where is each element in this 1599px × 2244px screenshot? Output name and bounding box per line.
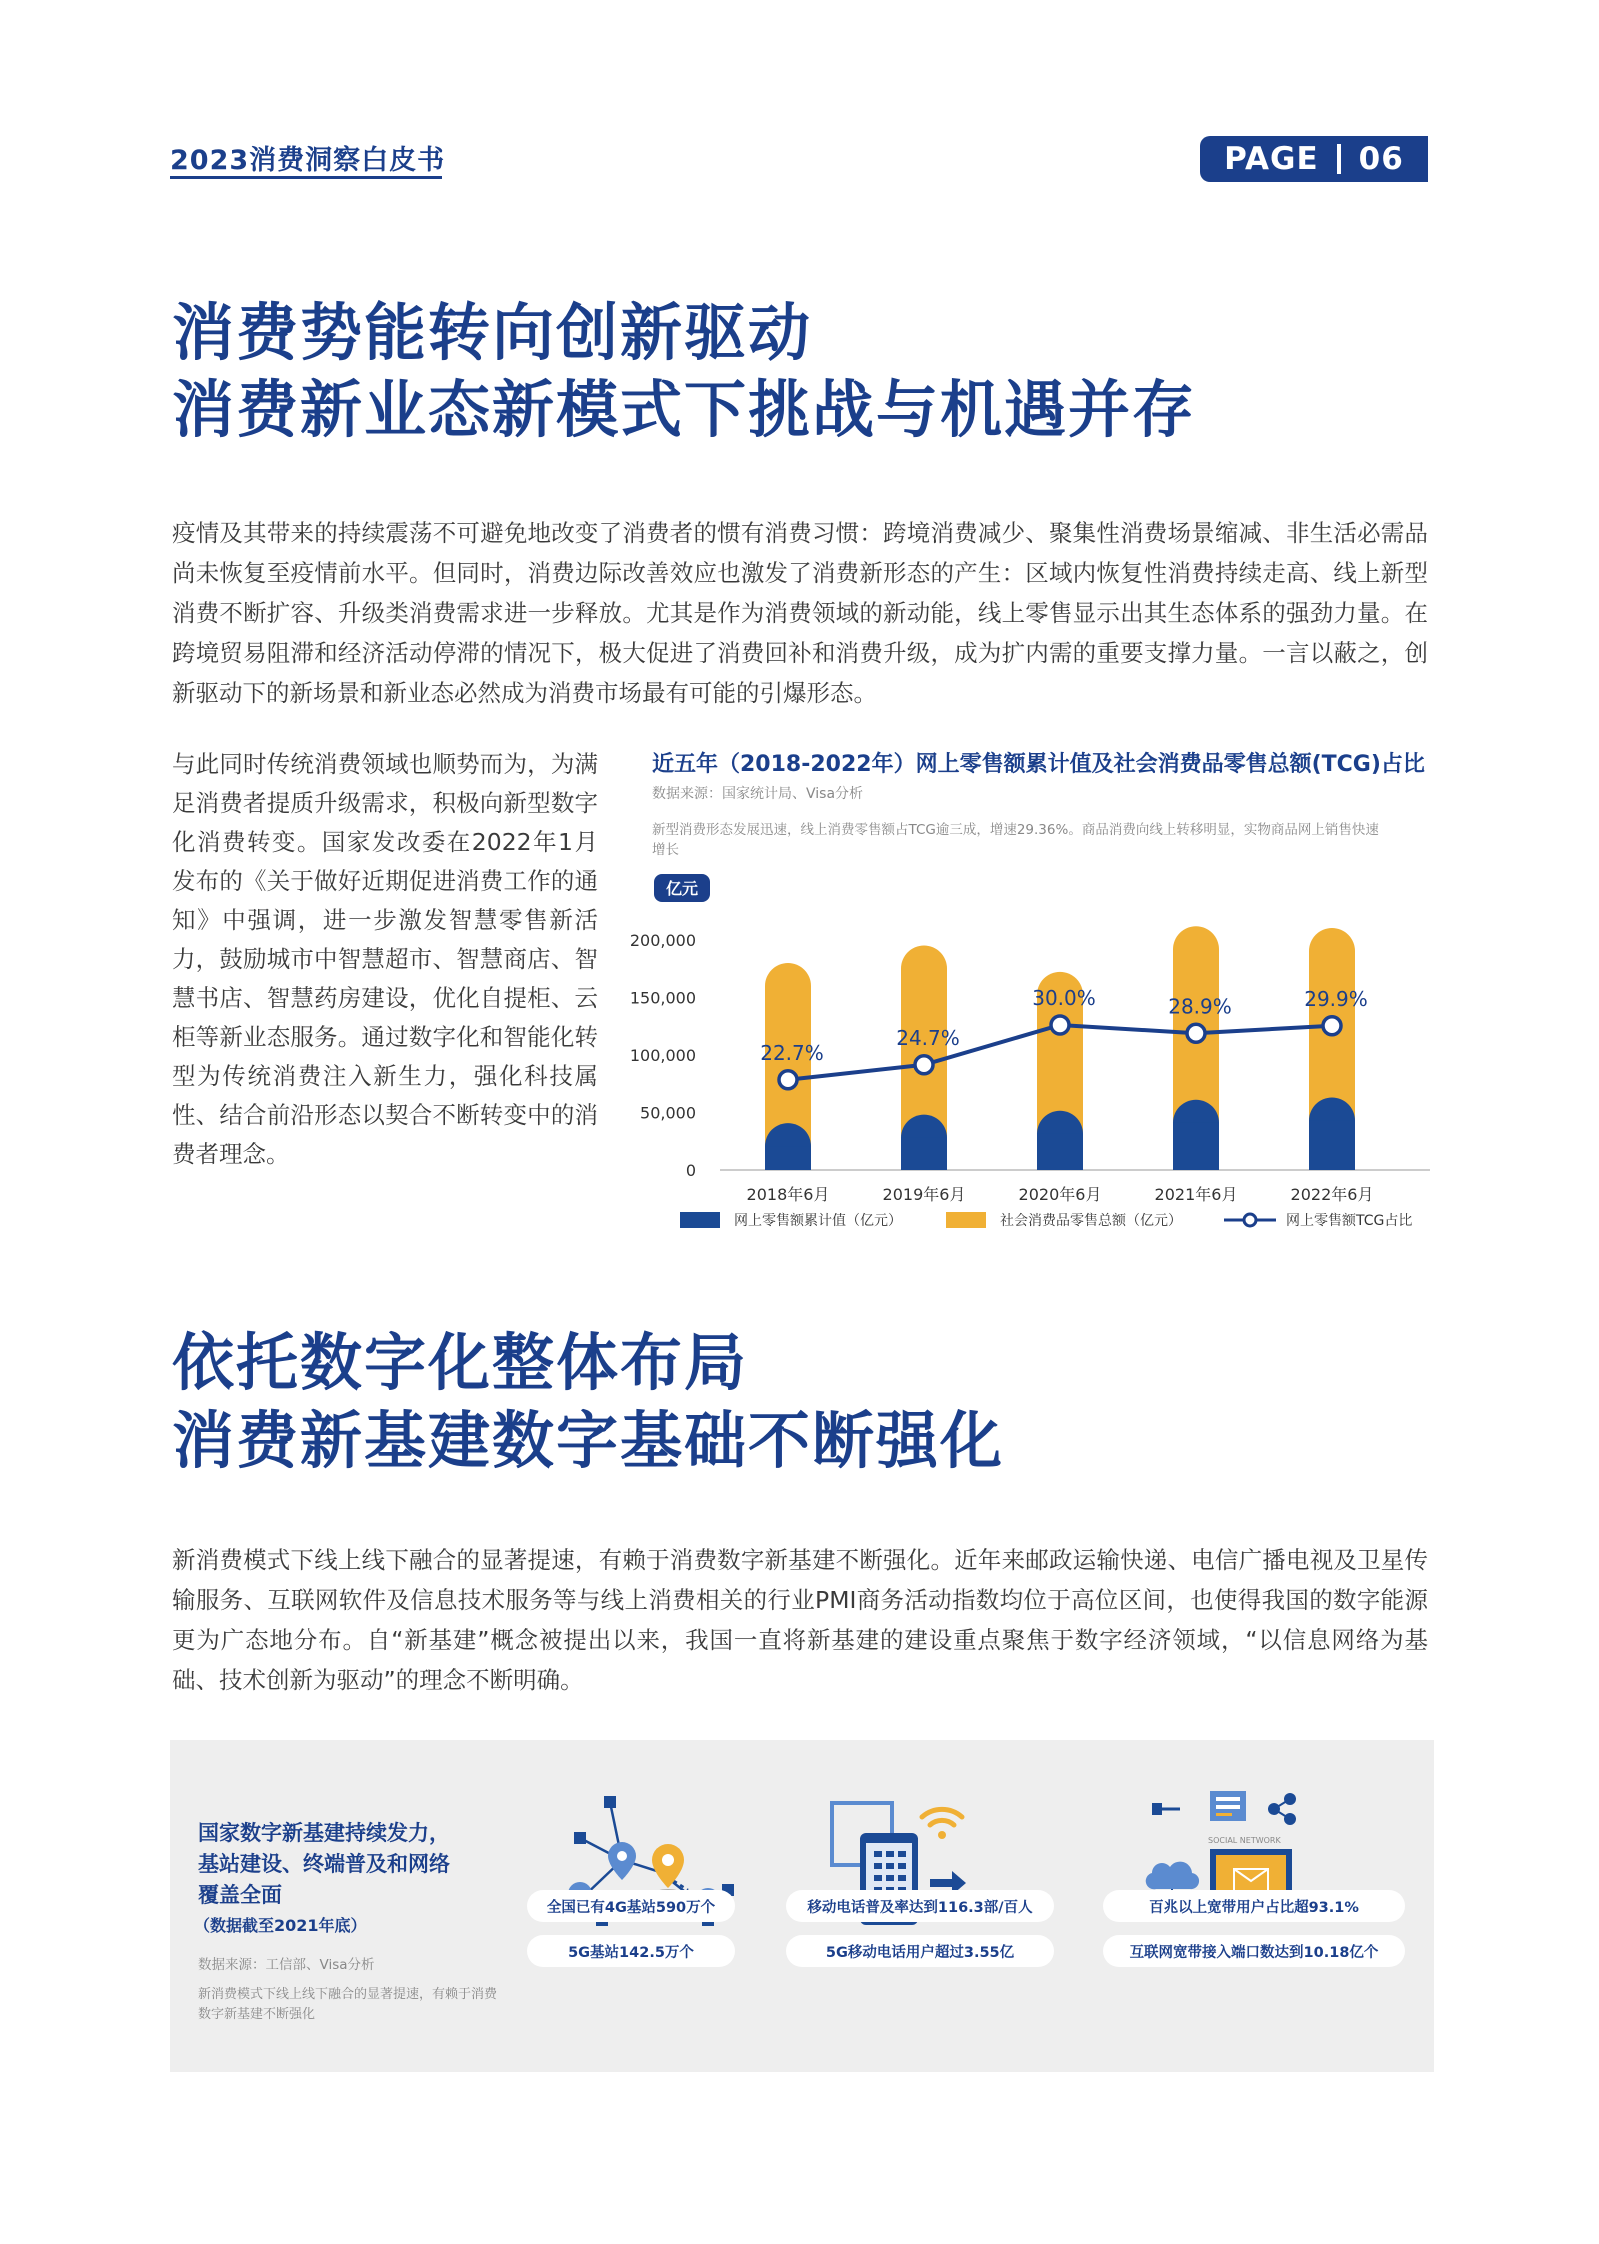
- panel-title-line2: 基站建设、终端普及和网络: [198, 1852, 450, 1876]
- stat-pill-5g-users: 5G移动电话用户超过3.55亿: [786, 1935, 1054, 1967]
- bar-online-base: [765, 1146, 811, 1170]
- stat-pill-broadband-share: 百兆以上宽带用户占比超93.1%: [1103, 1890, 1405, 1922]
- y-tick-label: 50,000: [640, 1103, 696, 1123]
- ratio-point: [1051, 1016, 1069, 1034]
- x-tick-label: 2018年6月: [746, 1185, 830, 1204]
- ratio-label: 30.0%: [1032, 986, 1096, 1010]
- section1-side-paragraph: 与此同时传统消费领域也顺势而为，为满足消费者提质升级需求，积极向新型数字化消费转变。国家发改委在2022年1月发布的《关于做好近期促进消费工作的通知》中强调，进一步激发智慧零售新活力，鼓励城市中智慧超市、智慧商店、智慧书店、智慧药房建设，优化自提柜、云柜等新业态服务。通过数字化和智能化转型为传统消费注入新生力，强化科技属性、结合前沿形态以契合不断转变中的消费者理念。: [172, 750, 598, 1168]
- bar-online-base: [1173, 1123, 1219, 1170]
- chart-note: 新型消费形态发展迅速，线上消费零售额占TCG逾三成，增速29.36%。商品消费向线上转移明显，实物商品网上销售快速增长: [652, 822, 1379, 858]
- panel-subtitle: （数据截至2021年底）: [194, 1916, 367, 1935]
- panel-source: 数据来源：工信部、Visa分析: [198, 1957, 375, 1973]
- section2-heading-line2: 消费新基建数字基础不断强化: [172, 1404, 1005, 1477]
- stat-pill-mobile-penetration: 移动电话普及率达到116.3部/百人: [786, 1890, 1054, 1922]
- chart-source: 数据来源：国家统计局、Visa分析: [652, 786, 864, 802]
- bar-online-base: [1309, 1121, 1355, 1170]
- stat-pill-broadband-ports: 互联网宽带接入端口数达到10.18亿个: [1103, 1935, 1405, 1967]
- legend-label-tcg: 社会消费品零售总额（亿元）: [1000, 1213, 1182, 1229]
- panel-title-line3: 覆盖全面: [198, 1883, 282, 1907]
- page-label: PAGE: [1224, 141, 1319, 177]
- ratio-label: 28.9%: [1168, 994, 1232, 1019]
- ratio-label: 22.7%: [760, 1040, 824, 1065]
- x-tick-label: 2019年6月: [882, 1185, 966, 1204]
- x-tick-label: 2020年6月: [1018, 1185, 1102, 1204]
- stat-pill-5g-stations: 5G基站142.5万个: [527, 1935, 735, 1967]
- legend-label-online: 网上零售额累计值（亿元）: [734, 1213, 902, 1229]
- legend-line-icon: [1222, 1211, 1278, 1229]
- legend-online: [680, 1210, 902, 1230]
- panel-title: [198, 1818, 450, 1911]
- x-tick-label: 2021年6月: [1154, 1185, 1238, 1204]
- ratio-point: [779, 1071, 797, 1089]
- x-tick-label: 2022年6月: [1290, 1185, 1374, 1204]
- page-separator: [1337, 144, 1341, 174]
- y-unit-label: 亿元: [665, 879, 699, 898]
- ratio-point: [915, 1056, 933, 1074]
- y-unit-badge: [654, 874, 710, 902]
- legend-tcg: [946, 1210, 1182, 1230]
- ratio-label: 29.9%: [1304, 986, 1368, 1011]
- panel-title-line1: 国家数字新基建持续发力，: [198, 1821, 450, 1845]
- bar-online-base: [901, 1138, 947, 1170]
- legend-ratio: [1222, 1210, 1412, 1230]
- chart-title: 近五年（2018-2022年）网上零售额累计值及社会消费品零售总额(TCG)占比: [652, 752, 1425, 777]
- ratio-point: [1187, 1024, 1205, 1042]
- y-tick-label: 150,000: [629, 988, 696, 1008]
- y-tick-label: 0: [685, 1161, 696, 1180]
- legend-swatch-online: [680, 1212, 720, 1228]
- y-tick-label: 200,000: [629, 931, 696, 950]
- section2-paragraph: 新消费模式下线上线下融合的显著提速，有赖于消费数字新基建不断强化。近年来邮政运输快递、电信广播电视及卫星传输服务、互联网软件及信息技术服务等与线上消费相关的行业PMI商务活动指数均位于高位区间，也使得我国的数字能源更为广态地分布。自“新基建”概念被提出以来，我国一直将新基建的建设重点聚焦于数字经济领域，“以信息网络为基础、技术创新为驱动”的理念不断明确。: [172, 1546, 1428, 1694]
- legend-swatch-tcg: [946, 1212, 986, 1228]
- publication-title: 2023消费洞察白皮书: [170, 145, 446, 176]
- bar-online-base: [1037, 1134, 1083, 1170]
- section2-heading-line1: 依托数字化整体布局: [172, 1326, 749, 1399]
- plot-area: [630, 926, 1430, 1204]
- section1-heading-line1: 消费势能转向创新驱动: [172, 296, 813, 369]
- title-underline: [170, 176, 442, 179]
- y-tick-label: 100,000: [629, 1046, 696, 1065]
- infrastructure-panel: [170, 1740, 1434, 2072]
- panel-note: 新消费模式下线上线下融合的显著提速，有赖于消费数字新基建不断强化: [198, 1987, 498, 2022]
- page-badge: [1200, 136, 1428, 182]
- social-network-label: SOCIAL NETWORK: [1208, 1836, 1281, 1845]
- ratio-point: [1323, 1017, 1341, 1035]
- stat-pill-4g: 全国已有4G基站590万个: [527, 1890, 735, 1922]
- legend-label-ratio: 网上零售额TCG占比: [1286, 1213, 1413, 1229]
- section1-paragraph: 疫情及其带来的持续震荡不可避免地改变了消费者的惯有消费习惯：跨境消费减少、聚集性消费场景缩减、非生活必需品尚未恢复至疫情前水平。但同时，消费边际改善效应也激发了消费新形态的产生：区域内恢复性消费持续走高、线上新型消费不断扩容、升级类消费需求进一步释放。尤其是作为消费领域的新动能，线上零售显示出其生态体系的强劲力量。在跨境贸易阻滞和经济活动停滞的情况下，极大促进了消费回补和消费升级，成为扩内需的重要支撑力量。一言以蔽之，创新驱动下的新场景和新业态必然成为消费市场最有可能的引爆形态。: [172, 519, 1428, 707]
- chart-svg: [629, 870, 1440, 1250]
- section1-heading-line2: 消费新业态新模式下挑战与机遇并存: [172, 373, 1197, 446]
- ratio-label: 24.7%: [896, 1025, 960, 1050]
- page-number: 06: [1358, 141, 1404, 177]
